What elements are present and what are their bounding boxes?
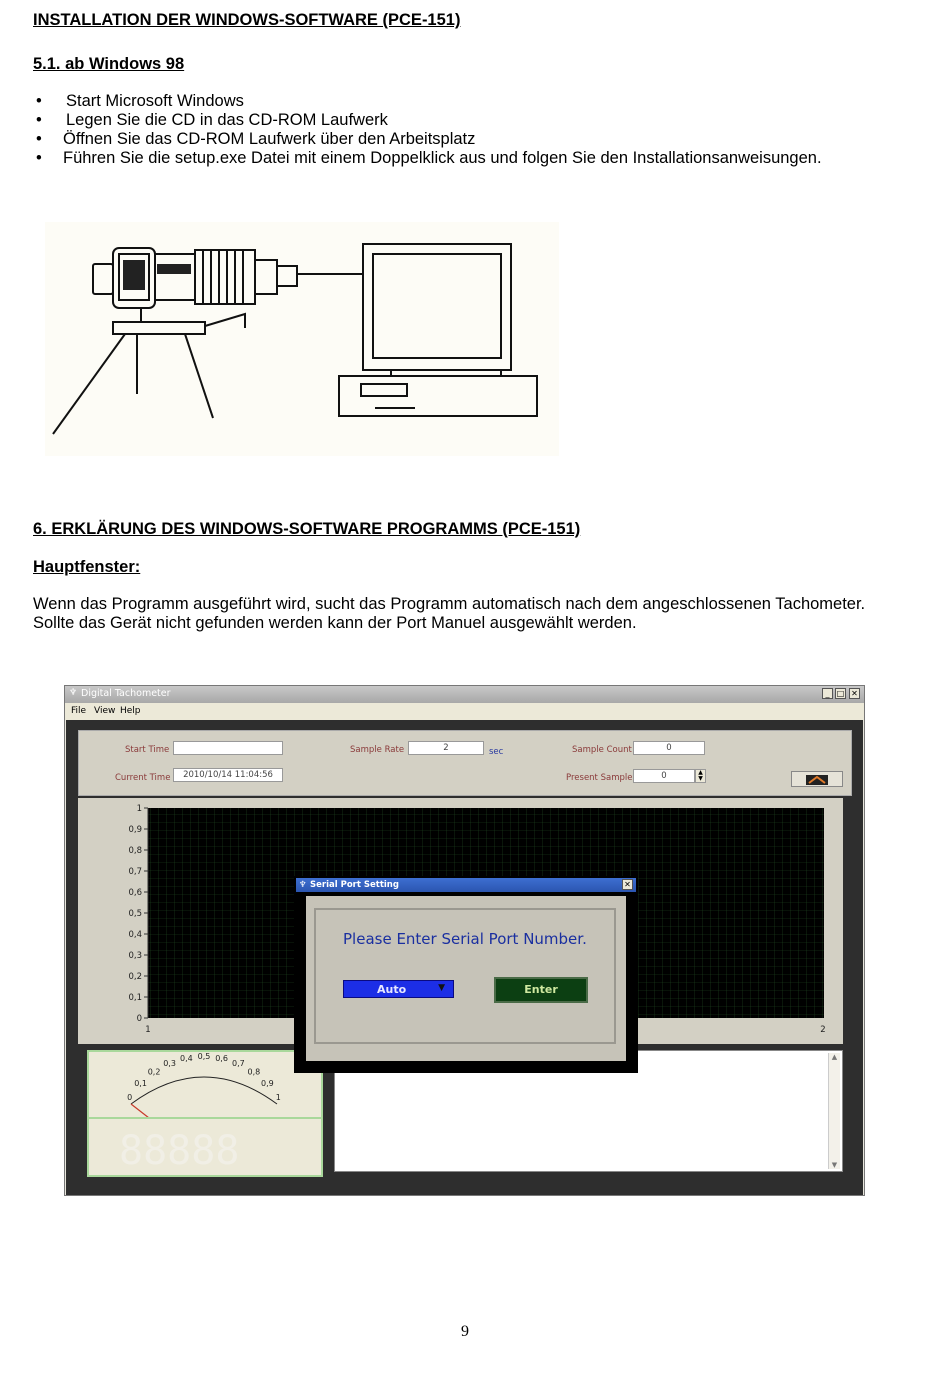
app-icon: ♆ <box>69 688 78 698</box>
y-tick-label: 0,1 <box>128 993 142 1003</box>
serial-port-dialog <box>294 876 638 1073</box>
bullet-icon: • <box>36 130 42 148</box>
start-time-field[interactable] <box>173 741 283 755</box>
window-title: Digital Tachometer <box>81 688 171 699</box>
window-titlebar <box>65 686 864 703</box>
y-tick-label: 0,5 <box>128 909 142 919</box>
gauge-tick-label: 0,2 <box>147 1067 161 1077</box>
y-tick-label: 0,4 <box>128 930 142 940</box>
gauge-needle <box>131 1104 149 1118</box>
subsection-title-windows98: 5.1. ab Windows 98 <box>33 55 185 73</box>
gauge-tick-label: 1 <box>275 1092 281 1102</box>
menu-help[interactable]: Help <box>120 706 141 716</box>
installation-steps-list <box>0 92 930 168</box>
dialog-body <box>306 896 626 1061</box>
y-tick-label: 0,8 <box>128 846 142 856</box>
present-sample-label: Present Sample <box>566 773 633 783</box>
x-tick-label: 1 <box>145 1025 151 1035</box>
gauge-tick-label: 0 <box>127 1092 133 1102</box>
scroll-up-icon[interactable]: ▲ <box>831 1053 838 1061</box>
close-button[interactable]: ✕ <box>849 688 860 699</box>
section-title-installation: INSTALLATION DER WINDOWS-SOFTWARE (PCE-151) <box>33 11 461 29</box>
analog-gauge <box>89 1052 321 1175</box>
start-time-label: Start Time <box>125 745 170 755</box>
gauge-tick-label: 0,6 <box>215 1053 228 1063</box>
serial-port-value: Auto <box>377 983 407 996</box>
list-item-text: Start Microsoft Windows <box>66 92 244 110</box>
list-item-text: Führen Sie die setup.exe Datei mit einem Doppelklick aus und folgen Sie den Installationsanweisungen. <box>63 149 822 167</box>
list-item <box>0 130 930 149</box>
sample-rate-unit: sec <box>489 747 504 757</box>
gauge-tick-label: 0,9 <box>261 1079 274 1088</box>
description-line: Wenn das Programm ausgeführt wird, sucht das Programm automatisch nach dem angeschlossenen Tachometer. <box>33 595 866 613</box>
app-content <box>66 720 863 1195</box>
minimize-button[interactable]: _ <box>822 688 833 699</box>
sample-count-label: Sample Count <box>572 745 632 755</box>
y-tick-label: 1 <box>136 804 142 814</box>
current-time-label: Current Time <box>115 773 171 783</box>
sample-rate-label: Sample Rate <box>350 745 405 755</box>
start-stop-button[interactable] <box>791 771 843 787</box>
present-sample-field[interactable]: 0 <box>633 769 695 783</box>
menubar <box>65 703 864 720</box>
serial-port-select[interactable] <box>343 980 454 998</box>
parameter-panel <box>78 730 852 796</box>
dialog-titlebar <box>296 878 636 892</box>
gauge-tick-label: 0,4 <box>180 1053 193 1063</box>
gauge-tick-label: 0,1 <box>134 1079 147 1088</box>
digital-tachometer-window <box>64 685 865 1196</box>
tachometer-pc-drawing <box>45 222 559 456</box>
list-item <box>0 149 930 168</box>
y-tick-label: 0,7 <box>128 867 142 877</box>
description-line: Sollte das Gerät nicht gefunden werden kann der Port Manuel ausgewählt werden. <box>33 614 637 632</box>
gauge-tick-label: 0,3 <box>163 1059 176 1068</box>
log-scrollbar[interactable] <box>828 1053 840 1169</box>
sample-rate-field[interactable]: 2 <box>408 741 484 755</box>
main-window-description <box>33 595 913 633</box>
dialog-title: Serial Port Setting <box>310 880 399 890</box>
y-tick-label: 0,3 <box>128 951 142 961</box>
present-sample-stepper[interactable]: ▲ ▼ <box>695 769 706 783</box>
gauge-panel <box>87 1050 323 1177</box>
enter-button[interactable]: Enter <box>494 977 588 1003</box>
menu-file[interactable]: File <box>71 706 87 716</box>
list-item <box>0 111 930 130</box>
y-tick-label: 0,2 <box>128 972 142 982</box>
list-item <box>0 92 930 111</box>
y-tick-label: 0 <box>136 1014 142 1024</box>
tachometer-pc-illustration <box>45 222 559 456</box>
sample-count-field: 0 <box>633 741 705 755</box>
dialog-inner-frame <box>314 908 616 1044</box>
x-tick-label: 2 <box>820 1025 826 1035</box>
toggle-icon <box>792 773 842 787</box>
dialog-icon: ♆ <box>299 880 307 890</box>
gauge-tick-label: 0,8 <box>247 1067 261 1077</box>
dialog-close-button[interactable]: ✕ <box>622 879 633 890</box>
list-item-text: Öffnen Sie das CD-ROM Laufwerk über den Arbeitsplatz <box>63 130 476 148</box>
dialog-message: Please Enter Serial Port Number. <box>343 930 587 948</box>
bullet-icon: • <box>36 149 42 167</box>
scroll-down-icon[interactable]: ▼ <box>831 1161 838 1169</box>
section-title-software-explanation: 6. ERKLÄRUNG DES WINDOWS-SOFTWARE PROGRAMMS (PCE-151) <box>33 520 581 538</box>
bullet-icon: • <box>36 111 42 129</box>
y-tick-label: 0,9 <box>128 825 142 835</box>
menu-view[interactable]: View <box>94 706 116 716</box>
subsection-title-main-window: Hauptfenster: <box>33 558 141 576</box>
chevron-down-icon: ▼ <box>438 983 445 993</box>
list-item-text: Legen Sie die CD in das CD-ROM Laufwerk <box>66 111 388 129</box>
gauge-tick-label: 0,5 <box>197 1052 211 1061</box>
page-number: 9 <box>461 1323 469 1340</box>
gauge-tick-label: 0,7 <box>232 1059 245 1068</box>
bullet-icon: • <box>36 92 42 110</box>
maximize-button[interactable]: □ <box>836 689 845 698</box>
current-time-field: 2010/10/14 11:04:56 <box>173 768 283 782</box>
digital-display: 88888 <box>119 1128 240 1174</box>
y-tick-label: 0,6 <box>128 888 142 898</box>
